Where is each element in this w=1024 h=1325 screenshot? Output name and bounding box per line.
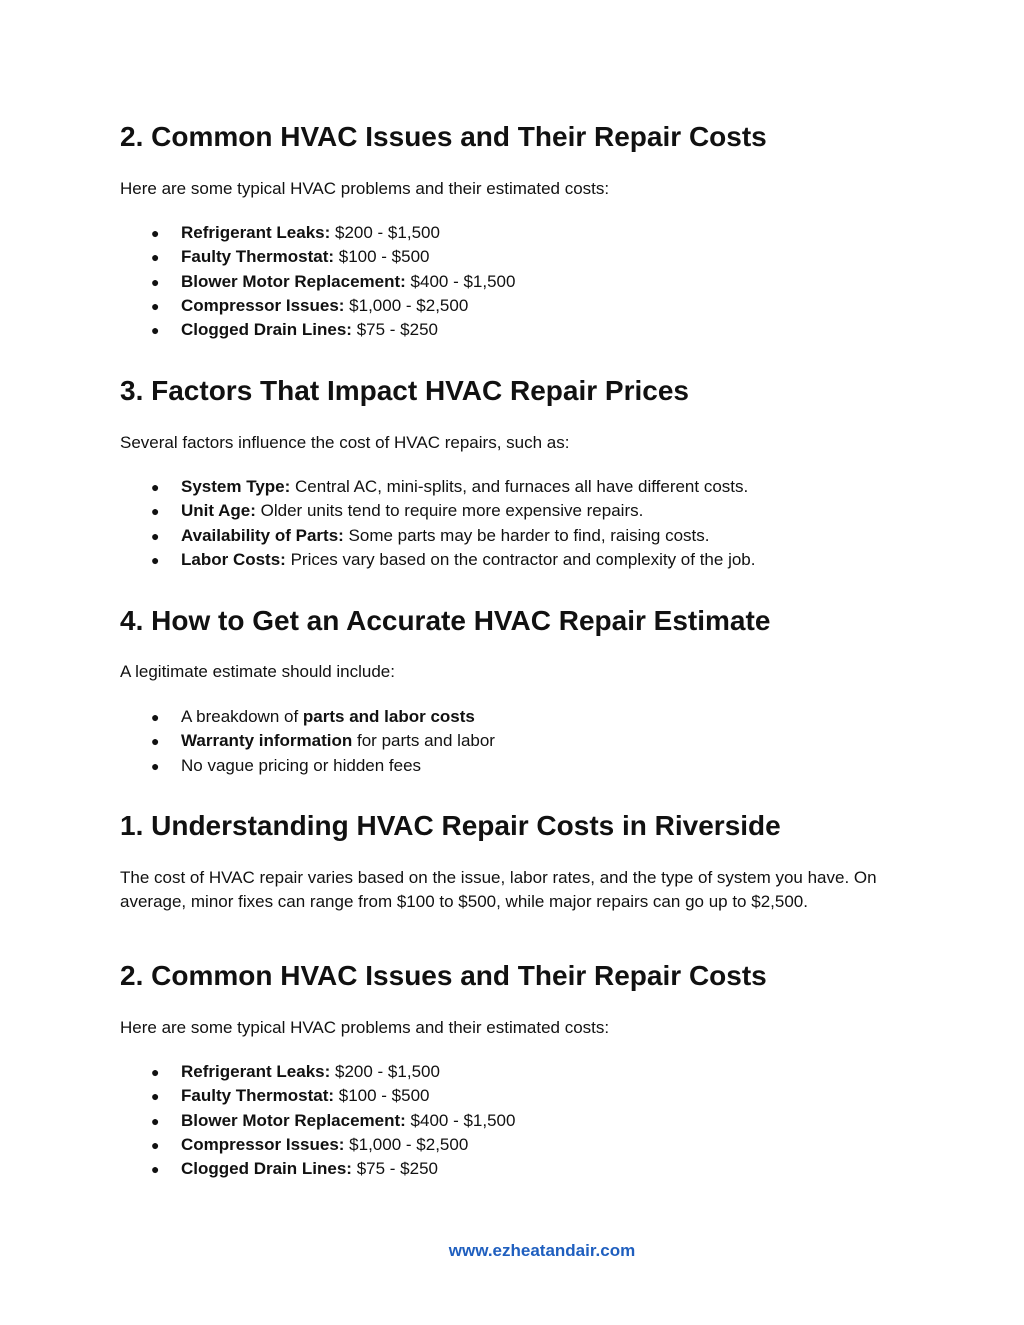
section-paragraph: The cost of HVAC repair varies based on the issue, labor rates, and the type of system you have. On average, minor fixes can range from $100 to $500, while major repairs can go up to $2,500. — [120, 868, 877, 912]
bullet-list — [120, 475, 755, 572]
bullet-icon: ● — [151, 1112, 160, 1129]
list-item: ● Blower Motor Replacement: $400 - $1,500 — [120, 270, 515, 294]
list-item: ● System Type: Central AC, mini-splits, and furnaces all have different costs. — [120, 475, 755, 499]
bullet-icon: ● — [151, 273, 160, 290]
list-item: ● No vague pricing or hidden fees — [120, 754, 495, 778]
bullet-icon: ● — [151, 1088, 160, 1105]
section-intro: Several factors influence the cost of HVAC repairs, such as: — [120, 433, 570, 452]
footer-website-link[interactable]: www.ezheatandair.com — [448, 1241, 636, 1260]
list-item: ● Availability of Parts: Some parts may be harder to find, raising costs. — [120, 524, 755, 548]
bullet-icon: ● — [151, 1064, 160, 1080]
section-heading: 2. Common HVAC Issues and Their Repair Costs — [120, 960, 767, 991]
list-item: ● Clogged Drain Lines: $75 - $250 — [120, 1157, 515, 1181]
bullet-icon: ● — [151, 527, 160, 544]
bullet-icon: ● — [151, 479, 160, 495]
list-item: ● Refrigerant Leaks: $200 - $1,500 — [120, 221, 515, 245]
section-heading: 4. How to Get an Accurate HVAC Repair Estimate — [120, 605, 771, 636]
section-intro: A legitimate estimate should include: — [120, 662, 395, 681]
bullet-icon: ● — [151, 249, 160, 266]
bullet-icon: ● — [151, 757, 160, 774]
section-heading: 3. Factors That Impact HVAC Repair Prices — [120, 375, 689, 406]
bullet-icon: ● — [151, 297, 160, 314]
list-item: ● Compressor Issues: $1,000 - $2,500 — [120, 1133, 515, 1157]
bullet-icon: ● — [151, 503, 160, 520]
bullet-icon: ● — [151, 1136, 160, 1153]
section-heading: 2. Common HVAC Issues and Their Repair Costs — [120, 121, 767, 152]
section-intro: Here are some typical HVAC problems and their estimated costs: — [120, 179, 610, 198]
bullet-list — [120, 221, 515, 342]
list-item: ● Compressor Issues: $1,000 - $2,500 — [120, 294, 515, 318]
list-item: ● Labor Costs: Prices vary based on the contractor and complexity of the job. — [120, 548, 755, 572]
section-heading: 1. Understanding HVAC Repair Costs in Riverside — [120, 810, 781, 841]
bullet-icon: ● — [151, 733, 160, 750]
list-item: ● A breakdown of parts and labor costs — [120, 705, 495, 729]
bullet-icon: ● — [151, 1161, 160, 1178]
bullet-icon: ● — [151, 551, 160, 568]
list-item: ● Refrigerant Leaks: $200 - $1,500 — [120, 1060, 515, 1084]
bullet-icon: ● — [151, 225, 160, 241]
bullet-list — [120, 1060, 515, 1181]
bullet-list — [120, 705, 495, 778]
list-item: ● Blower Motor Replacement: $400 - $1,500 — [120, 1109, 515, 1133]
section-intro: Here are some typical HVAC problems and their estimated costs: — [120, 1018, 610, 1037]
list-item: ● Faulty Thermostat: $100 - $500 — [120, 245, 515, 269]
bullet-icon: ● — [151, 322, 160, 339]
bullet-icon: ● — [151, 709, 160, 725]
list-item: ● Faulty Thermostat: $100 - $500 — [120, 1084, 515, 1108]
list-item: ● Unit Age: Older units tend to require more expensive repairs. — [120, 499, 755, 523]
list-item: ● Clogged Drain Lines: $75 - $250 — [120, 318, 515, 342]
list-item: ● Warranty information for parts and labor — [120, 729, 495, 753]
